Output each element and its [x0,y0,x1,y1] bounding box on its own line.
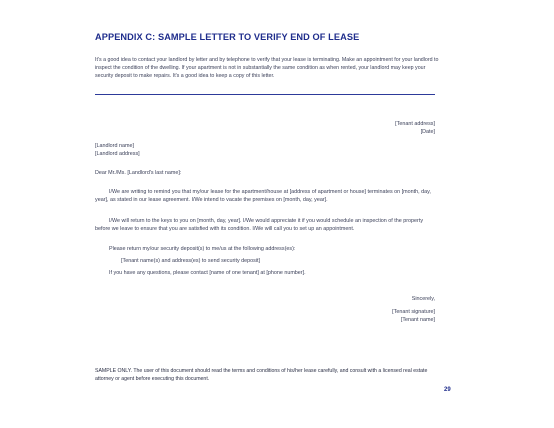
landlord-name: [Landlord name] [95,143,134,149]
deposit-address-placeholder: [Tenant name(s) and address(es) to send security deposit] [121,258,261,264]
disclaimer: SAMPLE ONLY. The user of this document should read the terms and conditions of his/her lease carefully, and consult with a licensed real estate attorney or agent before executing this document. [95,368,428,382]
tenant-signature: [Tenant signature] [392,309,435,315]
closing: Sincerely, [411,296,435,302]
page-number: 29 [444,387,451,393]
body-paragraph-3: Please return my/our security deposit(s) to me/us at the following address(es): [109,246,296,252]
tenant-address: [Tenant address] [395,121,435,127]
landlord-address: [Landlord address] [95,151,140,157]
intro-paragraph: It's a good idea to contact your landlord by letter and by telephone to verify that your lease is terminating. Make an appointment for your landlord to inspect the condition of the dwelling. If your apartment is not in substantially the same condition as when rented, your landlord may keep your security deposit to make repairs. It's a good idea to keep a copy of this letter. [95,57,439,79]
appendix-title: APPENDIX C: SAMPLE LETTER TO VERIFY END OF LEASE [95,32,360,42]
letter-date: [Date] [420,129,435,135]
body-paragraph-5: If you have any questions, please contact [name of one tenant] at [phone number]. [109,270,306,276]
tenant-name: [Tenant name] [400,317,435,323]
divider-line [95,94,435,95]
salutation: Dear Mr./Ms. [Landlord's last name]: [95,170,182,176]
body-paragraph-2: I/We will return to the keys to you on [month, day, year]. I/We would appreciate it if you would schedule an inspection of the property before we leave to ensure that you are satisfied with its condition. I/We will call you to set up an appointment. [95,218,424,232]
body-paragraph-1: I/We are writing to remind you that my/our lease for the apartment/house at [address of apartment or house] terminates on [month, day, year], as stated in our lease agreement. I/We intend to vacate the premises on [month, day, year]. [95,189,431,203]
